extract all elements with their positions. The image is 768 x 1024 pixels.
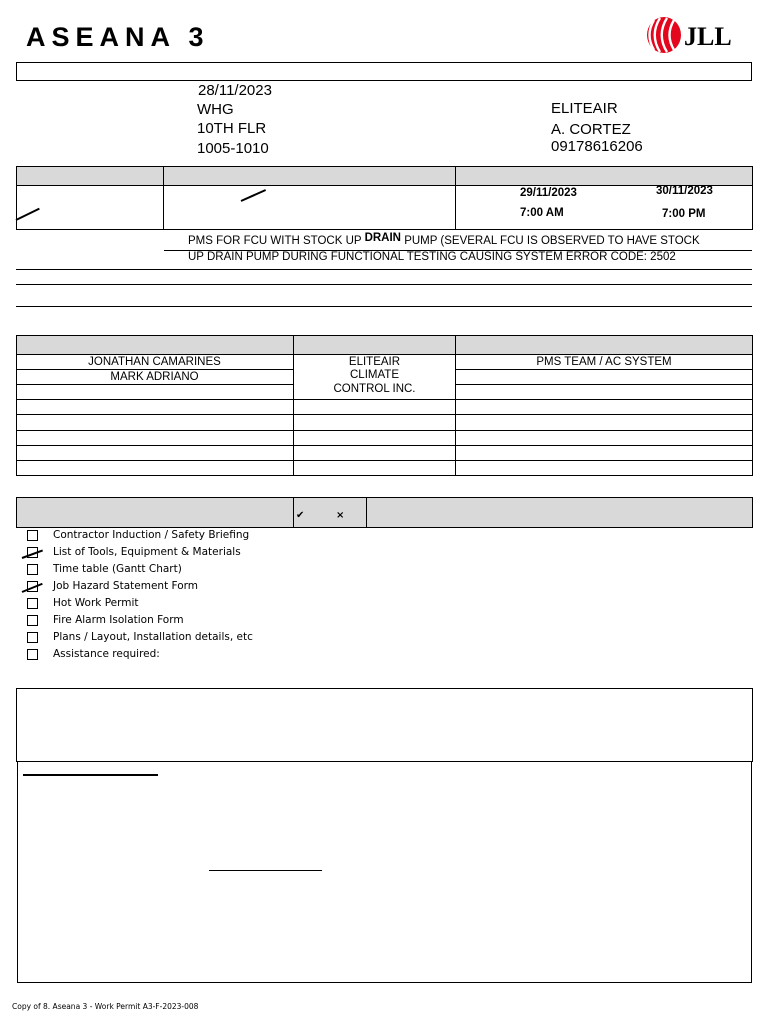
personnel-row-rule — [16, 460, 752, 461]
personnel-company-line-2: CLIMATE — [350, 369, 399, 381]
schedule-divider-2 — [455, 166, 456, 230]
aseana-logo — [24, 18, 229, 54]
end-date: 30/11/2023 — [656, 185, 713, 197]
description-rule-4 — [16, 306, 752, 307]
aseana-logo-text: ASEANA 3 — [26, 22, 210, 52]
description-rule-2 — [16, 269, 752, 270]
description-line-1 — [188, 232, 700, 247]
checklist-label-assistance-required: Assistance required: — [53, 648, 160, 660]
personnel-header-row — [16, 335, 753, 355]
attachments-header-row — [16, 497, 753, 528]
jll-logo-text: JLL — [684, 22, 732, 51]
personnel-row-rule — [455, 384, 752, 385]
personnel-row-rule — [16, 384, 293, 385]
personnel-row-rule — [455, 369, 752, 370]
description-rule-3 — [16, 284, 752, 285]
yes-column-mark: ✔ — [296, 510, 305, 521]
checklist-label-hot-work-permit: Hot Work Permit — [53, 597, 139, 609]
checklist-label-tools-list: List of Tools, Equipment & Materials — [53, 546, 241, 558]
personnel-name-1: JONATHAN CAMARINES — [88, 356, 221, 368]
no-column-mark: × — [336, 510, 345, 521]
checkbox-plans-layout[interactable] — [27, 632, 38, 643]
checklist-label-fire-alarm-isolation: Fire Alarm Isolation Form — [53, 614, 184, 626]
personnel-name-2: MARK ADRIANO — [110, 371, 199, 383]
unit-value: 1005-1010 — [197, 140, 269, 157]
checklist-label-plans-layout: Plans / Layout, Installation details, etc — [53, 631, 253, 643]
description-insert: DRAIN — [364, 232, 401, 244]
checklist-label-gantt-chart: Time table (Gantt Chart) — [53, 563, 182, 575]
approval-box — [17, 761, 752, 983]
contact-number: 09178616206 — [551, 138, 643, 155]
schedule-body-row — [16, 185, 753, 230]
checkbox-assistance-required[interactable] — [27, 649, 38, 660]
personnel-row-rule — [16, 445, 752, 446]
start-time: 7:00 AM — [520, 207, 564, 219]
start-date: 29/11/2023 — [520, 187, 577, 199]
attachments-divider-2 — [366, 497, 367, 528]
contact-person: A. CORTEZ — [551, 121, 631, 138]
checkbox-contractor-induction[interactable] — [27, 530, 38, 541]
tenant-name: WHG — [197, 101, 234, 118]
schedule-header-row — [16, 166, 753, 186]
form-title-bar — [16, 62, 752, 81]
description-text-b: PUMP (SEVERAL FCU IS OBSERVED TO HAVE STOCK — [404, 235, 700, 247]
schedule-divider-1 — [163, 166, 164, 230]
attachments-divider-1 — [293, 497, 294, 528]
checklist-label-job-hazard: Job Hazard Statement Form — [53, 580, 198, 592]
signature-line — [209, 870, 322, 871]
description-line-2: UP DRAIN PUMP DURING FUNCTIONAL TESTING CAUSING SYSTEM ERROR CODE: 2502 — [188, 251, 676, 263]
personnel-row-rule — [16, 430, 752, 431]
jll-logo — [644, 14, 744, 56]
checkbox-fire-alarm-isolation[interactable] — [27, 615, 38, 626]
end-time: 7:00 PM — [662, 208, 706, 220]
jll-emblem-icon — [647, 17, 681, 53]
contractor-name: ELITEAIR — [551, 100, 618, 117]
checkbox-gantt-chart[interactable] — [27, 564, 38, 575]
personnel-row-rule — [16, 369, 293, 370]
remarks-box — [16, 688, 753, 762]
approval-heading-rule — [23, 774, 158, 776]
personnel-row-rule — [16, 414, 752, 415]
footer-document-reference: Copy of 8. Aseana 3 - Work Permit A3-F-2023-008 — [12, 1002, 199, 1011]
floor-value: 10TH FLR — [197, 120, 267, 137]
personnel-row-rule — [16, 399, 752, 400]
checkbox-hot-work-permit[interactable] — [27, 598, 38, 609]
personnel-company-line-1: ELITEAIR — [348, 356, 401, 368]
request-date: 28/11/2023 — [198, 82, 272, 99]
checklist-label-contractor-induction: Contractor Induction / Safety Briefing — [53, 529, 250, 541]
personnel-company-line-3: CONTROL INC. — [333, 383, 416, 395]
description-text-a: PMS FOR FCU WITH STOCK UP — [188, 235, 362, 247]
personnel-scope: PMS TEAM / AC SYSTEM — [536, 356, 672, 368]
